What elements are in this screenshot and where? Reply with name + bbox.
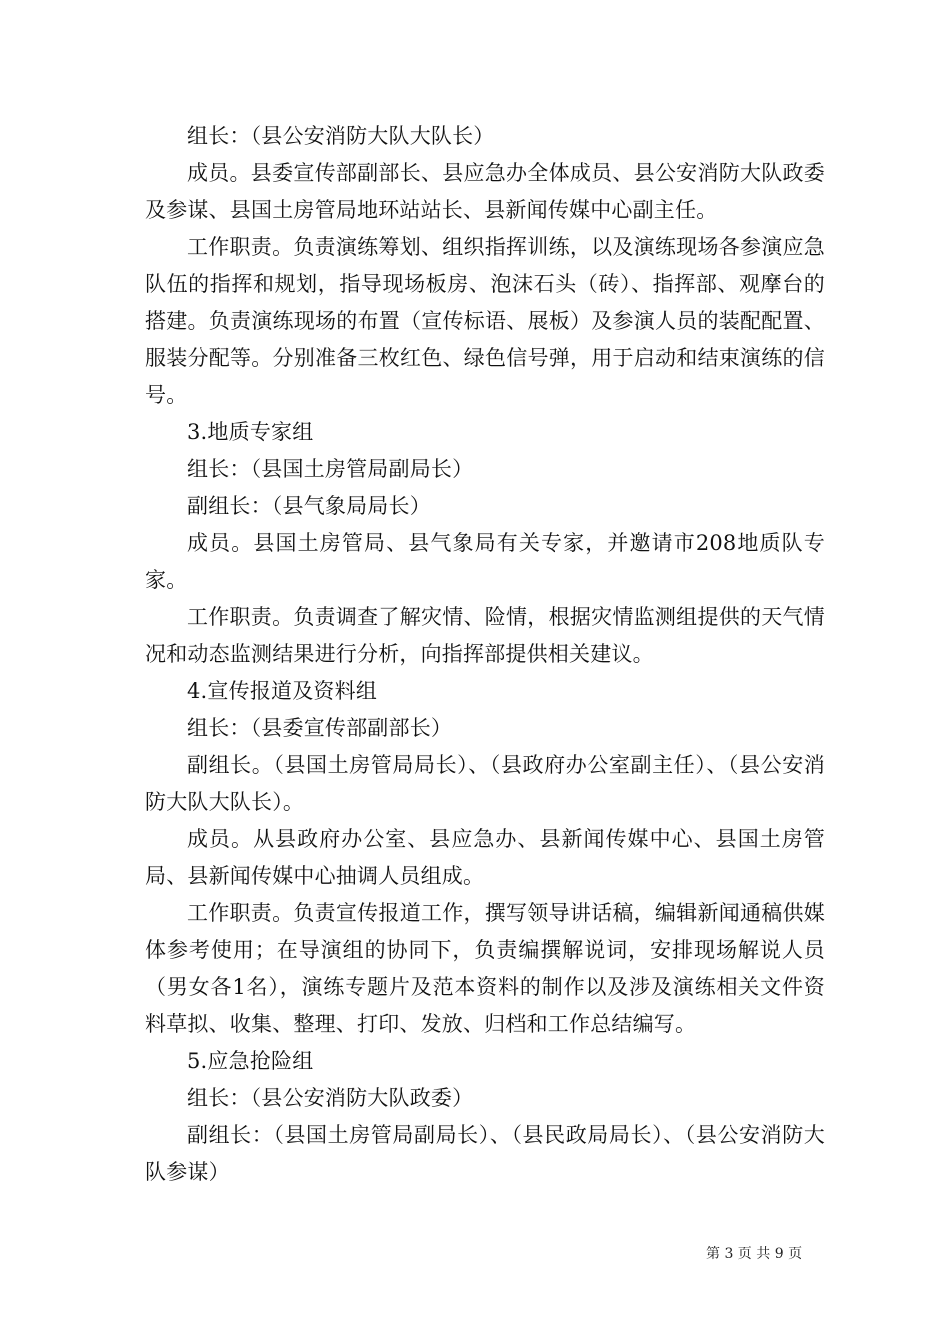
paragraph-duties: 工作职责。负责演练筹划、组织指挥训练，以及演练现场各参演应急队伍的指挥和规划，指导现场板房、泡沫石头（砖）、指挥部、观摩台的搭建。负责演练现场的布置（宣传标语、展板）及参演人员的装配配置、服装分配等。分别准备三枚红色、绿色信号弹，用于启动和结束演练的信号。 (145, 235, 825, 407)
paragraph-rescue-deputy-leaders: 副组长：（县国土房管局副局长）、（县民政局局长）、（县公安消防大队参谋） (145, 1123, 825, 1184)
document-body (145, 118, 825, 1191)
paragraph-geology-members: 成员。县国土房管局、县气象局有关专家，并邀请市208地质队专家。 (145, 531, 825, 592)
page-number: 第 3 页 共 9 页 (706, 1246, 803, 1262)
heading-geology-expert-group: 3.地质专家组 (187, 420, 314, 444)
paragraph-rescue-leader: 组长：（县公安消防大队政委） (187, 1086, 474, 1110)
paragraph-geology-duties: 工作职责。负责调查了解灾情、险情，根据灾情监测组提供的天气情况和动态监测结果进行分析，向指挥部提供相关建议。 (145, 605, 825, 666)
paragraph-geology-leader: 组长：（县国土房管局副局长） (187, 457, 474, 481)
heading-publicity-group: 4.宣传报道及资料组 (187, 679, 378, 703)
paragraph-fire-brigade-leader: 组长：（县公安消防大队大队长） (187, 124, 495, 148)
paragraph-publicity-duties: 工作职责。负责宣传报道工作，撰写领导讲话稿，编辑新闻通稿供媒体参考使用；在导演组的协同下，负责编撰解说词，安排现场解说人员（男女各1名），演练专题片及范本资料的制作以及涉及演练相关文件资料草拟、收集、整理、打印、发放、归档和工作总结编写。 (145, 901, 825, 1036)
paragraph-geology-deputy-leader: 副组长：（县气象局局长） (187, 494, 431, 518)
heading-emergency-rescue-group: 5.应急抢险组 (187, 1049, 314, 1073)
paragraph-publicity-members: 成员。从县政府办公室、县应急办、县新闻传媒中心、县国土房管局、县新闻传媒中心抽调人员组成。 (145, 827, 825, 888)
paragraph-publicity-leader: 组长：（县委宣传部副部长） (187, 716, 453, 740)
paragraph-members: 成员。县委宣传部副部长、县应急办全体成员、县公安消防大队政委及参谋、县国土房管局地环站站长、县新闻传媒中心副主任。 (145, 161, 825, 222)
paragraph-publicity-deputy-leaders: 副组长。（县国土房管局局长）、（县政府办公室副主任）、（县公安消防大队大队长）。 (145, 753, 825, 814)
